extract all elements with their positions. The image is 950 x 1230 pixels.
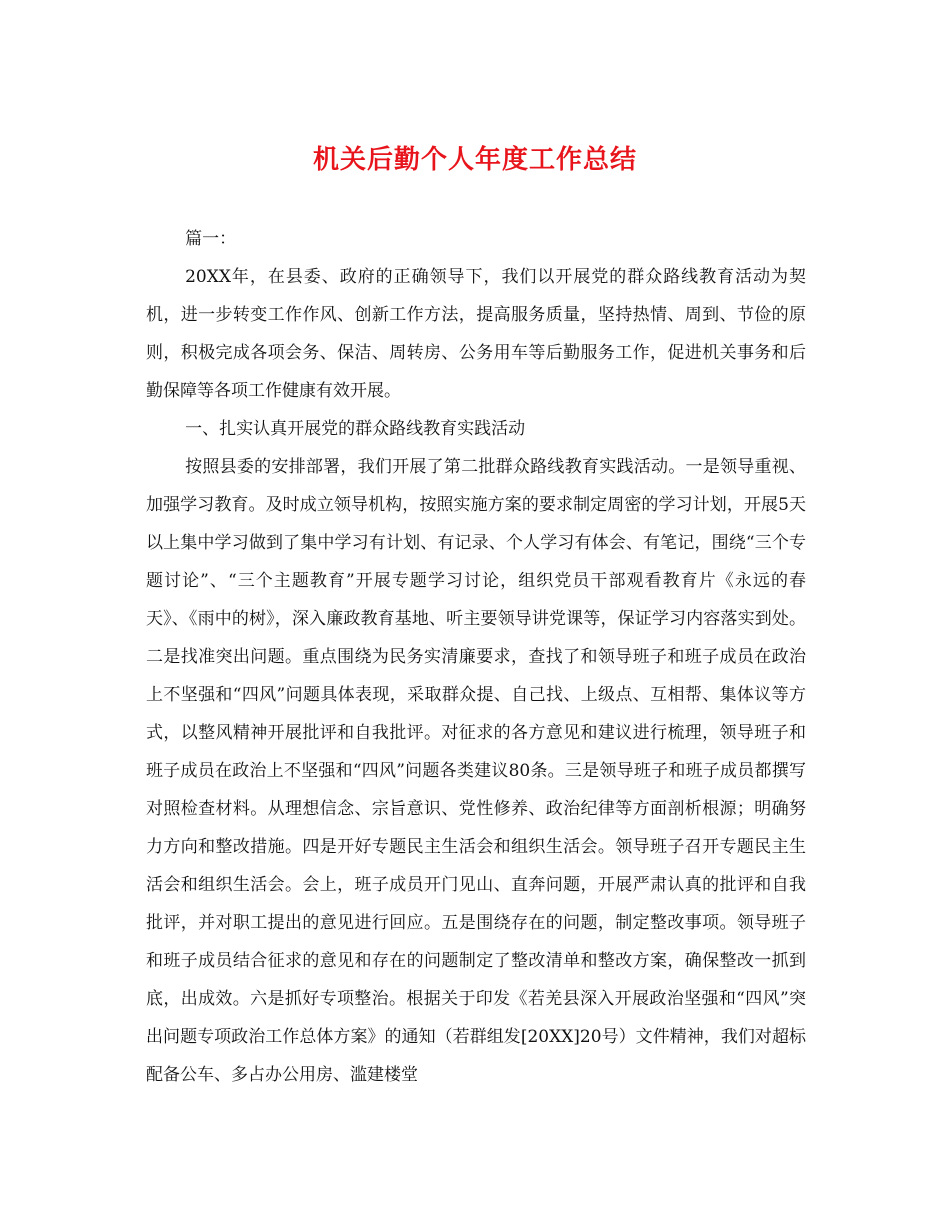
intro-paragraph: 20XX年，在县委、政府的正确领导下，我们以开展党的群众路线教育活动为契机，进一步转变工作作风、创新工作方法，提高服务质量，坚持热情、周到、节俭的原则，积极完成各项会务、保洁、周转房、公务用车等后勤服务工作，促进机关事务和后勤保障等各项工作健康有效开展。 <box>146 267 806 401</box>
body-paragraph: 按照县委的安排部署，我们开展了第二批群众路线教育实践活动。一是领导重视、加强学习教育。及时成立领导机构，按照实施方案的要求制定周密的学习计划，开展5天以上集中学习做到了集中学习有计划、有记录、个人学习有体会、有笔记，围绕“三个专题讨论”、“三个主题教育”开展专题学习讨论，组织党员干部观看教育片《永远的春天》、《雨中的树》，深入廉政教育基地、听主要领导讲党课等，保证学习内容落实到处。二是找准突出问题。重点围绕为民务实清廉要求，查找了和领导班子和班子成员在政治上不坚强和“四风”问题具体表现，采取群众提、自己找、上级点、互相帮、集体议等方式，以整风精神开展批评和自我批评。对征求的各方意见和建议进行梳理，领导班子和班子成员在政治上不坚强和“四风”问题各类建议80条。三是领导班子和班子成员都撰写对照检查材料。从理想信念、宗旨意识、党性修养、政治纪律等方面剖析根源；明确努力方向和整改措施。四是开好专题民主生活会和组织生活会。领导班子召开专题民主生活会和组织生活会。会上，班子成员开门见山、直奔问题，开展严肃认真的批评和自我批评，并对职工提出的意见进行回应。五是围绕存在的问题，制定整改事项。领导班子和班子成员结合征求的意见和存在的问题制定了整改清单和整改方案，确保整改一抓到底，出成效。六是抓好专项整治。根据关于印发《若羌县深入开展政治坚强和“四风”突出问题专项政治工作总体方案》的通知（若群组发[20XX]20号）文件精神，我们对超标配备公车、多占办公用房、滥建楼堂 <box>146 457 806 1085</box>
section-heading: 一、扎实认真开展党的群众路线教育实践活动 <box>185 419 526 439</box>
section-label: 篇一： <box>185 229 237 249</box>
document-title: 机关后勤个人年度工作总结 <box>312 145 637 175</box>
document-body <box>146 220 806 1094</box>
